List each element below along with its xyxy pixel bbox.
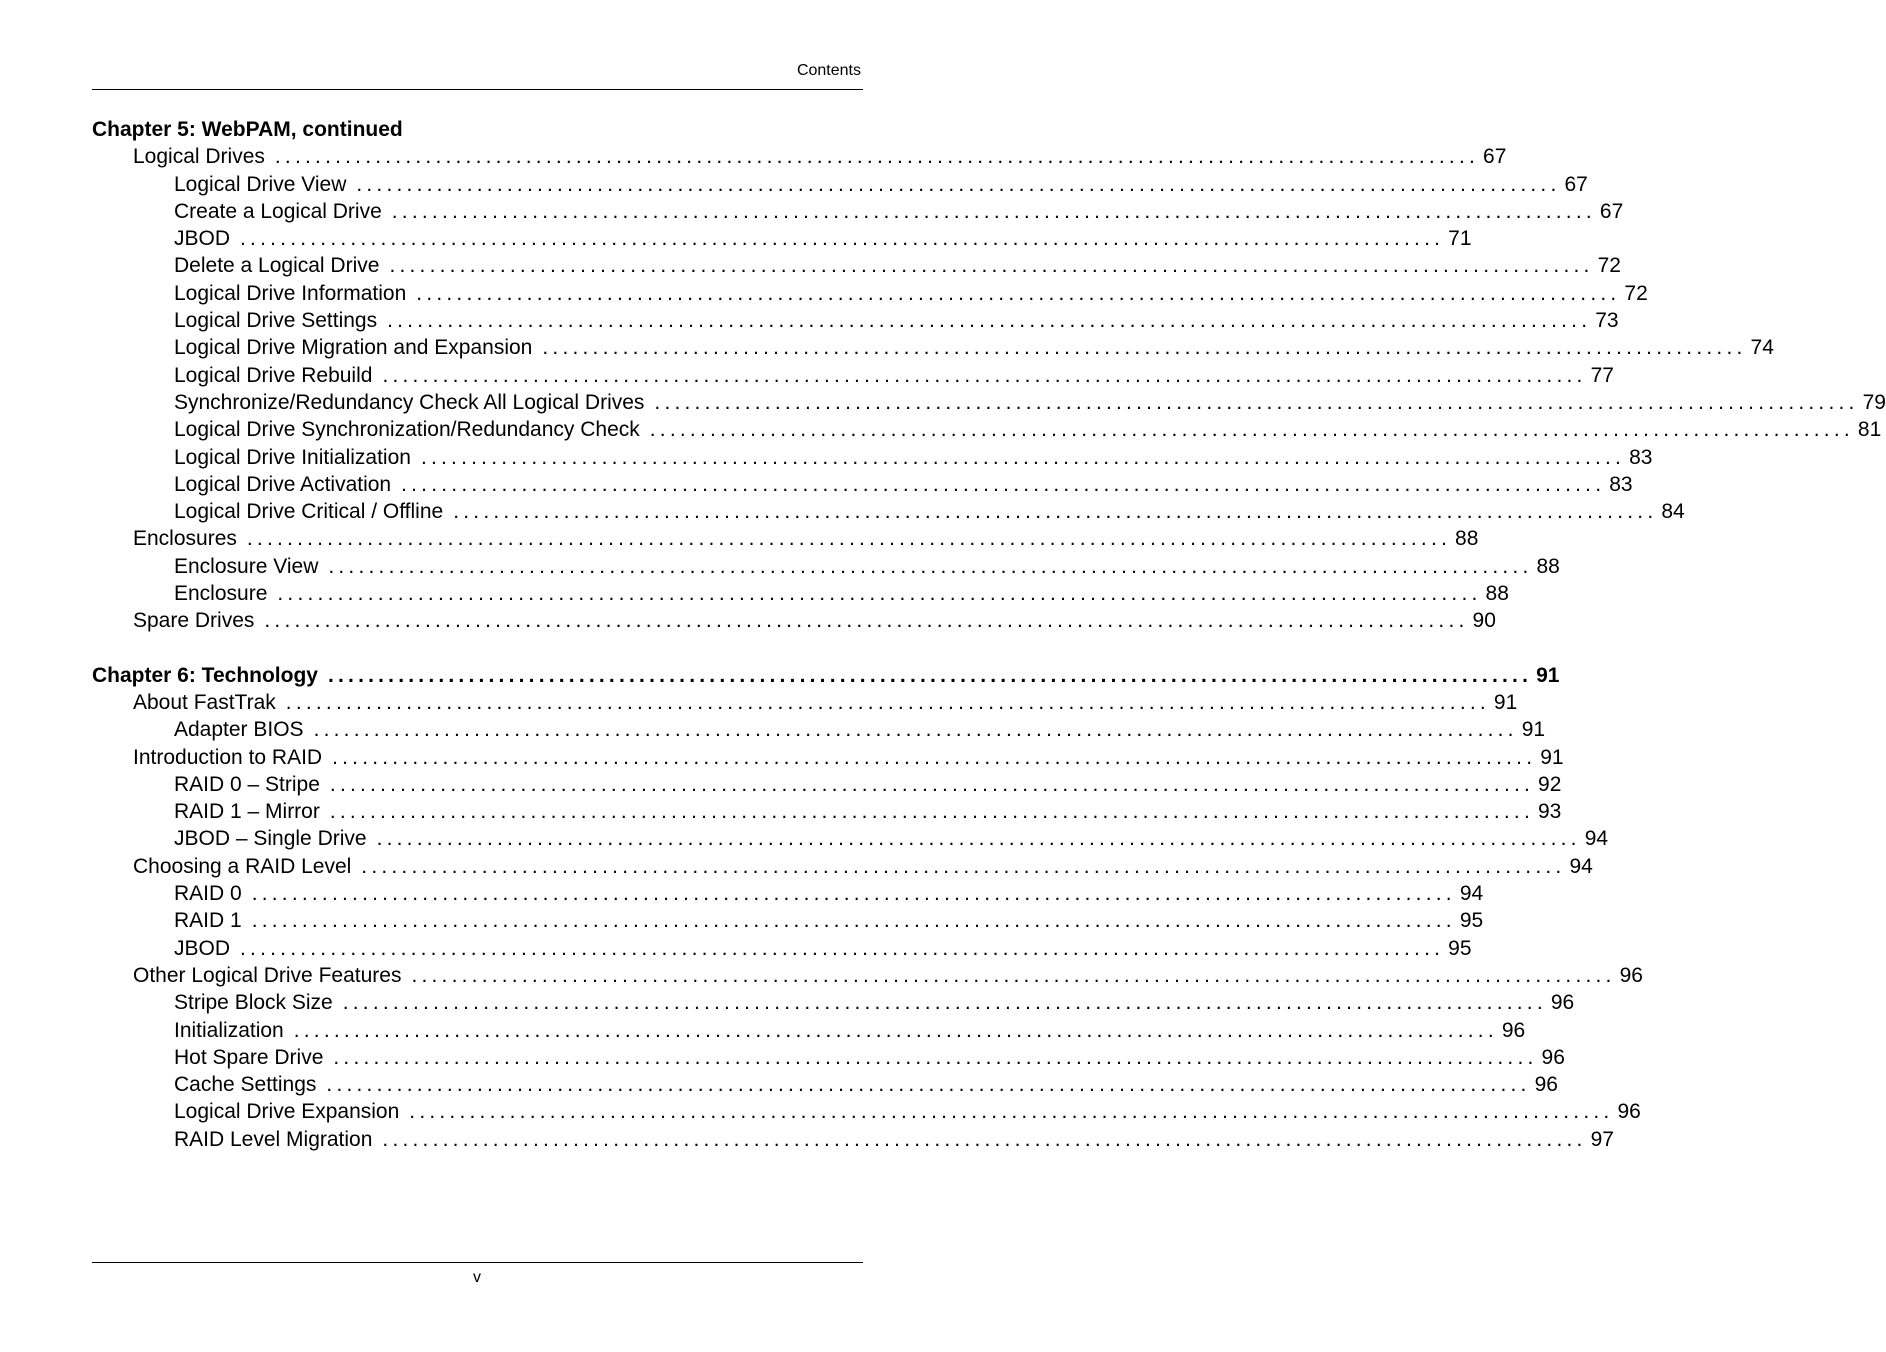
toc-entry-page: 96 — [1617, 1100, 1641, 1124]
toc-entry-title: Logical Drive Settings — [174, 309, 378, 333]
toc-entry-page: 67 — [1599, 199, 1624, 223]
dot-leader: ........................................................................................................................ — [313, 718, 1518, 742]
toc-entry-title: Chapter 6: Technology — [92, 663, 318, 687]
toc-entry-page: 67 — [1483, 145, 1507, 169]
toc-entry[interactable] — [92, 744, 1564, 771]
toc-entry-title: Logical Drive Synchronization/Redundancy Check — [174, 418, 640, 442]
toc-entry-page: 96 — [1534, 1073, 1558, 1097]
toc-entry-title: Logical Drive Migration and Expansion — [174, 336, 533, 360]
toc-entry-title: Synchronize/Redundancy Check All Logical Drives — [174, 390, 645, 414]
toc-entry-title: RAID Level Migration — [174, 1127, 373, 1151]
toc-entry-title: About FastTrak — [133, 690, 276, 714]
toc-entry-title: Enclosure View — [174, 554, 319, 578]
dot-leader: ........................................................................................................................ — [251, 909, 1456, 933]
toc-entry-page: 95 — [1459, 909, 1484, 933]
toc-entry-page: 71 — [1448, 227, 1472, 251]
toc-entry[interactable] — [92, 444, 1653, 471]
toc-entry-page: 72 — [1624, 281, 1648, 305]
toc-entry[interactable] — [92, 307, 1619, 334]
running-header: Contents — [796, 62, 861, 79]
dot-leader: ........................................................................................................................ — [376, 827, 1581, 851]
toc-entry-title: Other Logical Drive Features — [133, 963, 402, 987]
toc-entry[interactable] — [92, 1098, 1641, 1125]
toc-entry[interactable] — [92, 525, 1479, 552]
toc-entry-title: Logical Drive Information — [174, 281, 407, 305]
dot-leader: ........................................................................................................................ — [411, 963, 1616, 987]
toc-entry[interactable] — [92, 198, 1624, 225]
toc-entry-page: 91 — [1536, 663, 1560, 687]
dot-leader: ........................................................................................................................ — [382, 1127, 1587, 1151]
toc-entry[interactable] — [92, 143, 1507, 170]
dot-leader: ........................................................................................................................ — [391, 199, 1596, 223]
toc-entry-page: 83 — [1629, 445, 1653, 469]
toc-entry-page: 90 — [1472, 609, 1496, 633]
toc-entry-page: 74 — [1750, 336, 1774, 360]
toc-entry[interactable] — [92, 280, 1648, 307]
dot-leader: ........................................................................................................................ — [277, 582, 1482, 606]
toc-entry-page: 91 — [1540, 745, 1564, 769]
toc-entry[interactable] — [92, 416, 1882, 443]
dot-leader: ........................................................................................................................ — [264, 609, 1469, 633]
toc-entry[interactable] — [92, 607, 1496, 634]
dot-leader: ........................................................................................................................ — [329, 800, 1534, 824]
toc-entry[interactable] — [92, 880, 1484, 907]
dot-leader: ........................................................................................................................ — [356, 172, 1561, 196]
footer-rule — [92, 1262, 863, 1263]
toc-entry[interactable] — [92, 225, 1472, 252]
dot-leader: ........................................................................................................................ — [328, 554, 1533, 578]
toc-entry-page: 83 — [1609, 472, 1633, 496]
toc-entry-title: RAID 1 — [174, 909, 242, 933]
toc-entry-page: 96 — [1541, 1045, 1565, 1069]
toc-section-chapter-6 — [92, 662, 1643, 1153]
toc-entry-title: Enclosures — [133, 527, 237, 551]
dot-leader: ........................................................................................................................ — [329, 772, 1535, 796]
dot-leader: ........................................................................................................................ — [333, 1045, 1538, 1069]
toc-entry-title: RAID 0 — [174, 882, 242, 906]
toc-entry-page: 96 — [1619, 963, 1643, 987]
toc-entry[interactable] — [92, 334, 1774, 361]
toc-entry[interactable] — [92, 662, 1560, 689]
dot-leader: ........................................................................................................................ — [342, 991, 1547, 1015]
toc-entry-title: JBOD – Single Drive — [174, 827, 367, 851]
toc-entry-page: 94 — [1584, 827, 1609, 851]
toc-entry-page: 88 — [1455, 527, 1479, 551]
dot-leader: ........................................................................................................................ — [240, 936, 1445, 960]
toc-entry-page: 73 — [1595, 309, 1619, 333]
toc-entry-page: 72 — [1597, 254, 1621, 278]
toc-entry-page: 92 — [1538, 772, 1562, 796]
toc-entry-title: Initialization — [174, 1018, 284, 1042]
toc-entry-page: 94 — [1569, 854, 1593, 878]
toc-entry-title: Logical Drive Rebuild — [174, 363, 373, 387]
toc-entry-page: 93 — [1538, 800, 1562, 824]
page-number: v — [473, 1269, 481, 1286]
dot-leader: ........................................................................................................................ — [293, 1018, 1498, 1042]
toc-entry-title: JBOD — [174, 227, 231, 251]
toc-entry-page: 95 — [1448, 936, 1472, 960]
toc-entry-title: Logical Drive Initialization — [174, 445, 411, 469]
dot-leader: ........................................................................................................................ — [332, 745, 1537, 769]
dot-leader: ........................................................................................................................ — [453, 500, 1658, 524]
toc-entry[interactable] — [92, 1071, 1558, 1098]
dot-leader: ........................................................................................................................ — [246, 527, 1452, 551]
dot-leader: ........................................................................................................................ — [251, 882, 1456, 906]
toc-entry-page: 77 — [1590, 363, 1614, 387]
dot-leader: ........................................................................................................................ — [649, 418, 1854, 442]
toc-entry-title: Adapter BIOS — [174, 718, 304, 742]
toc-entry-title: Introduction to RAID — [133, 745, 323, 769]
toc-entry-title: RAID 0 – Stripe — [174, 772, 320, 796]
toc-entry-page: 91 — [1493, 690, 1518, 714]
toc-entry[interactable] — [92, 716, 1546, 743]
toc-entry[interactable] — [92, 689, 1518, 716]
toc-entry-title: Spare Drives — [133, 609, 255, 633]
chapter-heading: Chapter 5: WebPAM, continued — [92, 118, 403, 141]
dot-leader: ........................................................................................................................ — [387, 309, 1592, 333]
toc-entry[interactable] — [92, 1126, 1614, 1153]
dot-leader: ........................................................................................................................ — [274, 145, 1480, 169]
dot-leader: ........................................................................................................................ — [654, 390, 1859, 414]
toc-entry-page: 88 — [1536, 554, 1560, 578]
toc-entry[interactable] — [92, 771, 1562, 798]
toc-entry[interactable] — [92, 1044, 1565, 1071]
toc-entry-title: RAID 1 – Mirror — [174, 800, 320, 824]
toc-section-chapter-5 — [92, 116, 1886, 635]
toc-entry[interactable] — [92, 1017, 1526, 1044]
dot-leader: ........................................................................................................................ — [361, 854, 1566, 878]
toc-entry-title: Create a Logical Drive — [174, 199, 382, 223]
dot-leader: ........................................................................................................................ — [401, 472, 1606, 496]
toc-entry[interactable] — [92, 252, 1621, 279]
toc-entry[interactable] — [92, 171, 1588, 198]
toc-entry-title: Logical Drive View — [174, 172, 347, 196]
toc-entry-page: 96 — [1501, 1018, 1526, 1042]
toc-entry[interactable] — [92, 362, 1614, 389]
toc-entry[interactable] — [92, 471, 1633, 498]
dot-leader: ........................................................................................................................ — [409, 1100, 1614, 1124]
toc-entry-title: Delete a Logical Drive — [174, 254, 380, 278]
toc-entry[interactable] — [92, 935, 1472, 962]
dot-leader: ........................................................................................................................ — [326, 1073, 1531, 1097]
dot-leader: ........................................................................................................................ — [382, 363, 1587, 387]
toc-entry-page: 79 — [1862, 390, 1886, 414]
toc-entry[interactable] — [92, 798, 1562, 825]
toc-entry-page: 81 — [1857, 418, 1882, 442]
toc-entry[interactable] — [92, 389, 1886, 416]
toc-entry[interactable] — [92, 553, 1560, 580]
dot-leader: ........................................................................................................................ — [240, 227, 1445, 251]
toc-entry[interactable] — [92, 825, 1609, 852]
header-rule — [92, 89, 863, 90]
toc-entry-title: Logical Drive Expansion — [174, 1100, 400, 1124]
dot-leader: ........................................................................................................................ — [416, 281, 1621, 305]
toc-entry-page: 88 — [1485, 582, 1509, 606]
toc-entry-page: 84 — [1661, 500, 1685, 524]
toc-entry-title: Choosing a RAID Level — [133, 854, 352, 878]
toc-entry-title: Stripe Block Size — [174, 991, 333, 1015]
dot-leader: ........................................................................................................................ — [327, 663, 1533, 687]
table-of-contents — [92, 116, 1886, 1153]
toc-entry[interactable] — [92, 989, 1575, 1016]
toc-entry-title: Logical Drive Critical / Offline — [174, 500, 444, 524]
dot-leader: ........................................................................................................................ — [285, 690, 1490, 714]
toc-entry[interactable] — [92, 907, 1484, 934]
toc-entry-page: 67 — [1564, 172, 1588, 196]
toc-entry[interactable] — [92, 580, 1509, 607]
dot-leader: ........................................................................................................................ — [420, 445, 1626, 469]
toc-entry-title: Enclosure — [174, 582, 268, 606]
dot-leader: ........................................................................................................................ — [389, 254, 1594, 278]
toc-entry[interactable] — [92, 498, 1685, 525]
toc-entry[interactable] — [92, 962, 1643, 989]
toc-entry-title: JBOD — [174, 936, 231, 960]
toc-entry-page: 97 — [1590, 1127, 1614, 1151]
toc-entry-title: Cache Settings — [174, 1073, 317, 1097]
toc-entry-page: 91 — [1521, 718, 1546, 742]
toc-entry-title: Logical Drives — [133, 145, 265, 169]
toc-entry-title: Logical Drive Activation — [174, 472, 392, 496]
toc-entry-page: 96 — [1550, 991, 1575, 1015]
dot-leader: ........................................................................................................................ — [542, 336, 1747, 360]
toc-entry-title: Hot Spare Drive — [174, 1045, 324, 1069]
toc-entry[interactable] — [92, 853, 1593, 880]
toc-entry-page: 94 — [1459, 882, 1484, 906]
